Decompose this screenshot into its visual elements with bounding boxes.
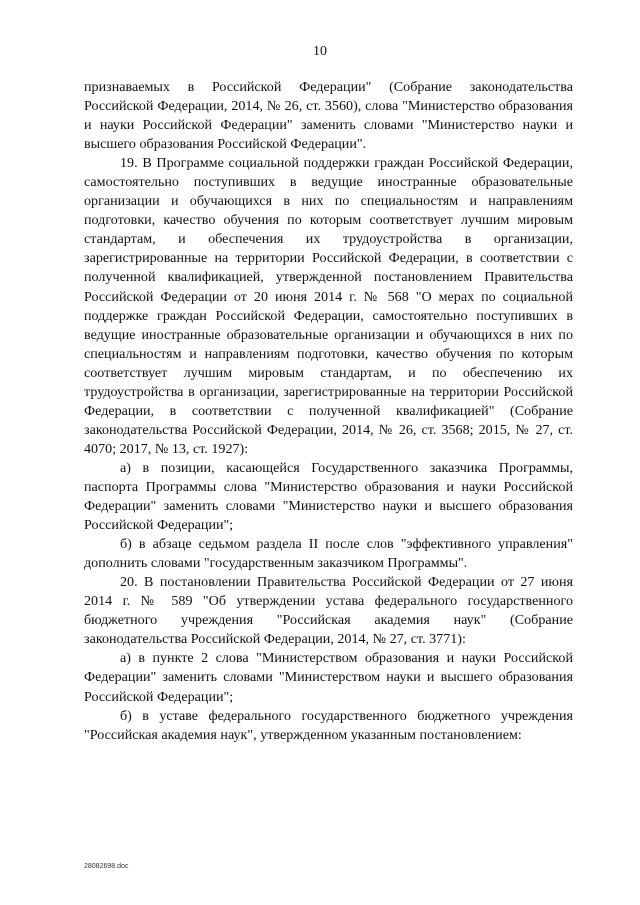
paragraph: а) в пункте 2 слова "Министерством образования и науки Российской Федерации" заменить словами "Министерством науки и высшего образования Российской Федерации";: [84, 650, 573, 705]
paragraph: б) в абзаце седьмом раздела II после слов "эффективного управления" дополнить словами "государственным заказчиком Программы".: [84, 536, 573, 572]
paragraph: 19. В Программе социальной поддержки граждан Российской Федерации, самостоятельно поступивших в ведущие иностранные образовательные организации и обучающихся в них по специальностям и направлениям подготовки, качество обучения по которым соответствует лучшим мировым стандартам, и обеспечения их трудоустройства в организации, зарегистрированные на территории Российской Федерации, в соответствии с полученной квалификацией, утвержденной постановлением Правительства Российской Федерации от 20 июня 2014 г. № 568 "О мерах по социальной поддержке граждан Российской Федерации, самостоятельно поступивших в ведущие иностранные образовательные организации и обучающихся в них по специальностям и направлениям подготовки, качество обучения по которым соответствует лучшим мировым стандартам, и по обеспечению их трудоустройства в организации, зарегистрированные на территории Российской Федерации, в соответствии с полученной квалификацией" (Собрание законодательства Российской Федерации, 2014, № 26, ст. 3568; 2015, № 27, ст. 4070; 2017, № 13, ст. 1927):: [84, 155, 573, 457]
footer-filename: 28082698.doc: [84, 863, 129, 870]
paragraph: а) в позиции, касающейся Государственного заказчика Программы, паспорта Программы слова "Министерство образования и науки Российской Федерации" заменить словами "Министерство науки и высшего образования Российской Федерации";: [84, 459, 573, 534]
paragraph: признаваемых в Российской Федерации" (Собрание законодательства Российской Федерации, 2014, № 26, ст. 3560), слова "Министерство образования и науки Российской Федерации" заменить словами "Министерство науки и высшего образования Российской Федерации".: [84, 79, 573, 153]
document-body: [84, 78, 573, 745]
paragraph: 20. В постановлении Правительства Российской Федерации от 27 июня 2014 г. № 589 "Об утверждении устава федерального государственного бюджетного учреждения "Российская академия наук" (Собрание законодательства Российской Федерации, 2014, № 27, ст. 3771):: [84, 574, 573, 648]
page-number: 10: [313, 44, 327, 59]
paragraph: б) в уставе федерального государственного бюджетного учреждения "Российская академия наук", утвержденном указанным постановлением:: [84, 707, 573, 743]
